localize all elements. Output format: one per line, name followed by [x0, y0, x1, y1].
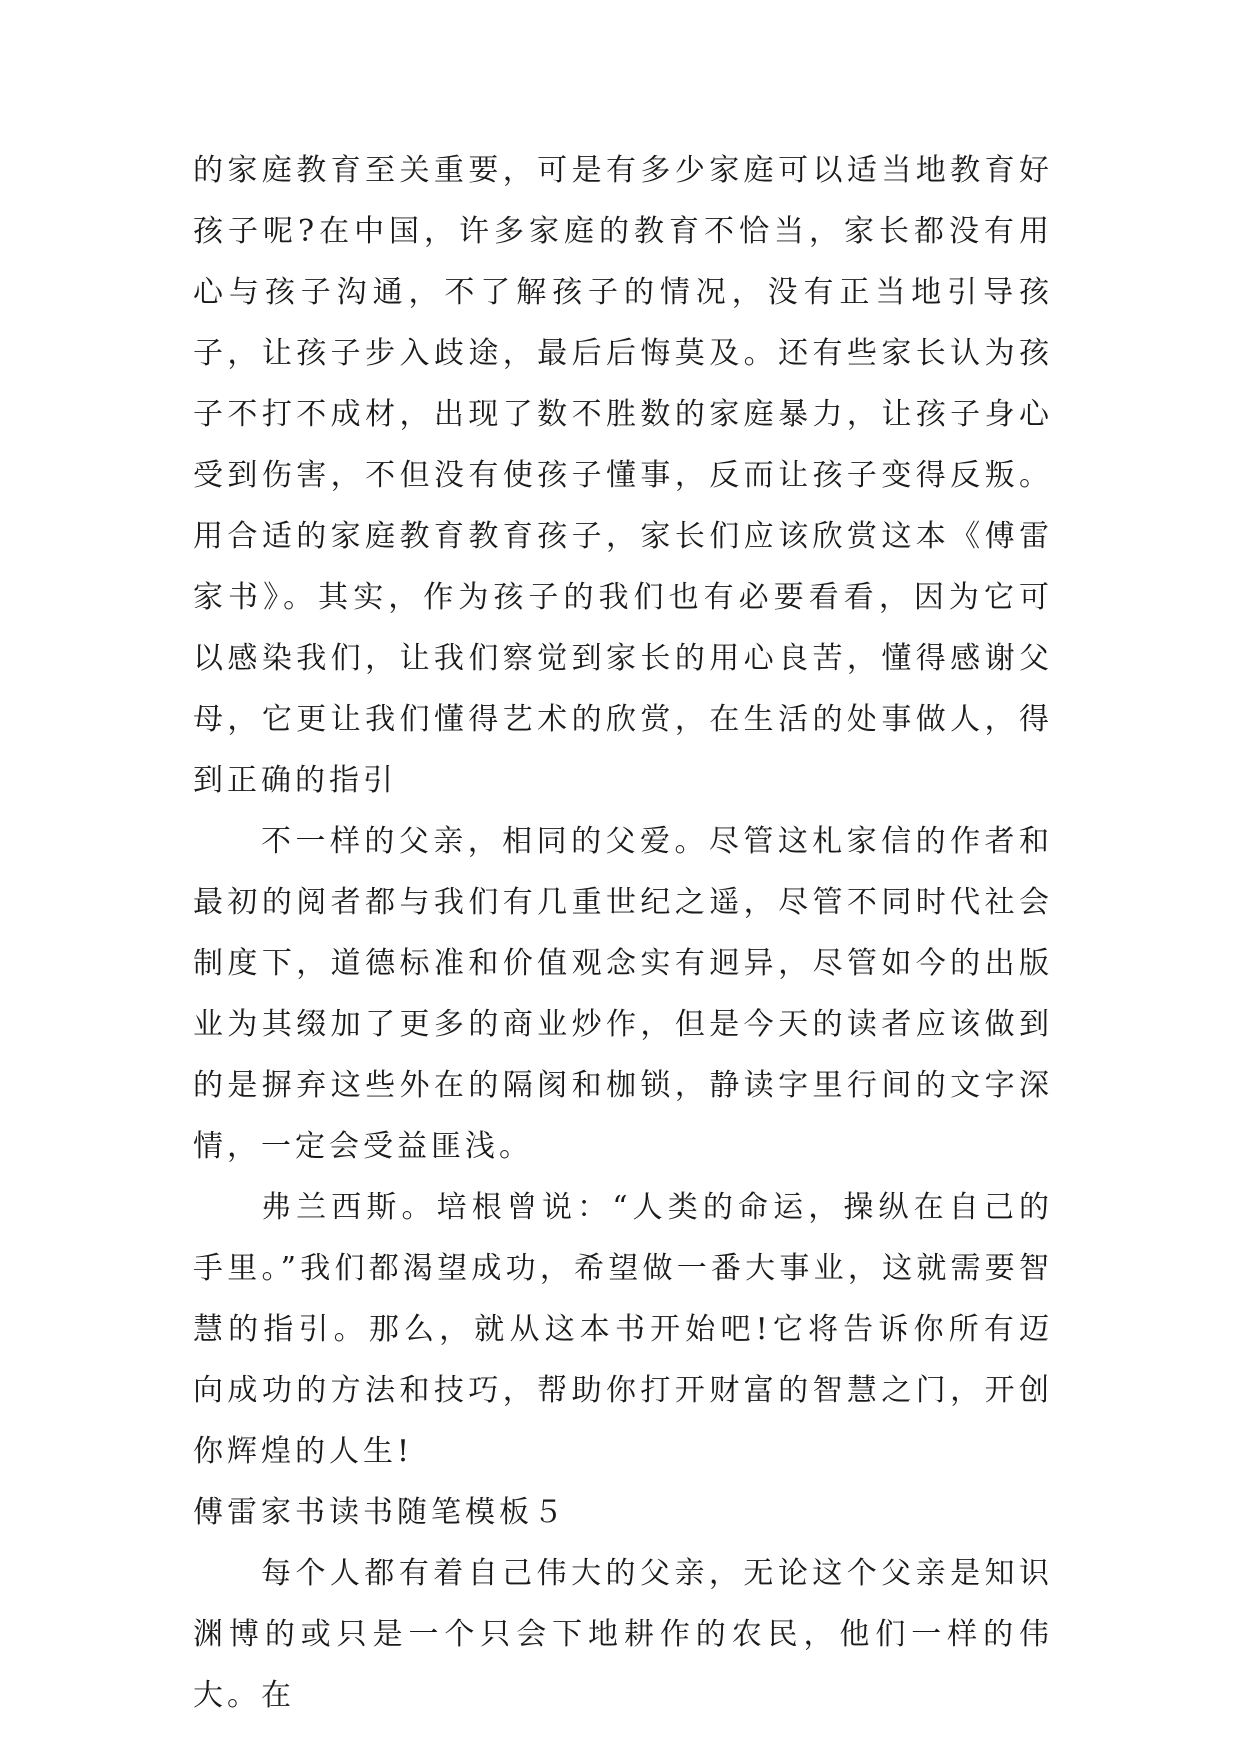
section-heading: 傅雷家书读书随笔模板５: [193, 1495, 567, 1530]
paragraph-continued: 的家庭教育至关重要，可是有多少家庭可以适当地教育好孩子呢?在中国，许多家庭的教育不恰当，家长都没有用心与孩子沟通，不了解孩子的情况，没有正当地引导孩子，让孩子步入歧途，最后后悔莫及。还有些家长认为孩子不打不成材，出现了数不胜数的家庭暴力，让孩子身心受到伤害，不但没有使孩子懂事，反而让孩子变得反叛。用合适的家庭教育教育孩子，家长们应该欣赏这本《傅雷家书》。其实，作为孩子的我们也有必要看看，因为它可以感染我们，让我们察觉到家长的用心良苦，懂得感谢父母，它更让我们懂得艺术的欣赏，在生活的处事做人，得到正确的指引: [193, 153, 1053, 798]
paragraph-bacon-quote: 弗兰西斯。培根曾说：“人类的命运，操纵在自己的手里。”我们都渴望成功，希望做一番大事业，这就需要智慧的指引。那么，就从这本书开始吧!它将告诉你所有迈向成功的方法和技巧，帮助你打开财富的智慧之门，开创你辉煌的人生!: [193, 1190, 1053, 1469]
document-body: [193, 140, 1053, 1726]
paragraph-great-father: 每个人都有着自己伟大的父亲，无论这个父亲是知识渊博的或只是一个只会下地耕作的农民，他们一样的伟大。在: [193, 1556, 1053, 1713]
paragraph-fatherly-love: 不一样的父亲，相同的父爱。尽管这札家信的作者和最初的阅者都与我们有几重世纪之遥，尽管不同时代社会制度下，道德标准和价值观念实有迥异，尽管如今的出版业为其缀加了更多的商业炒作，但是今天的读者应该做到的是摒弃这些外在的隔阂和枷锁，静读字里行间的文字深情，一定会受益匪浅。: [193, 824, 1053, 1164]
